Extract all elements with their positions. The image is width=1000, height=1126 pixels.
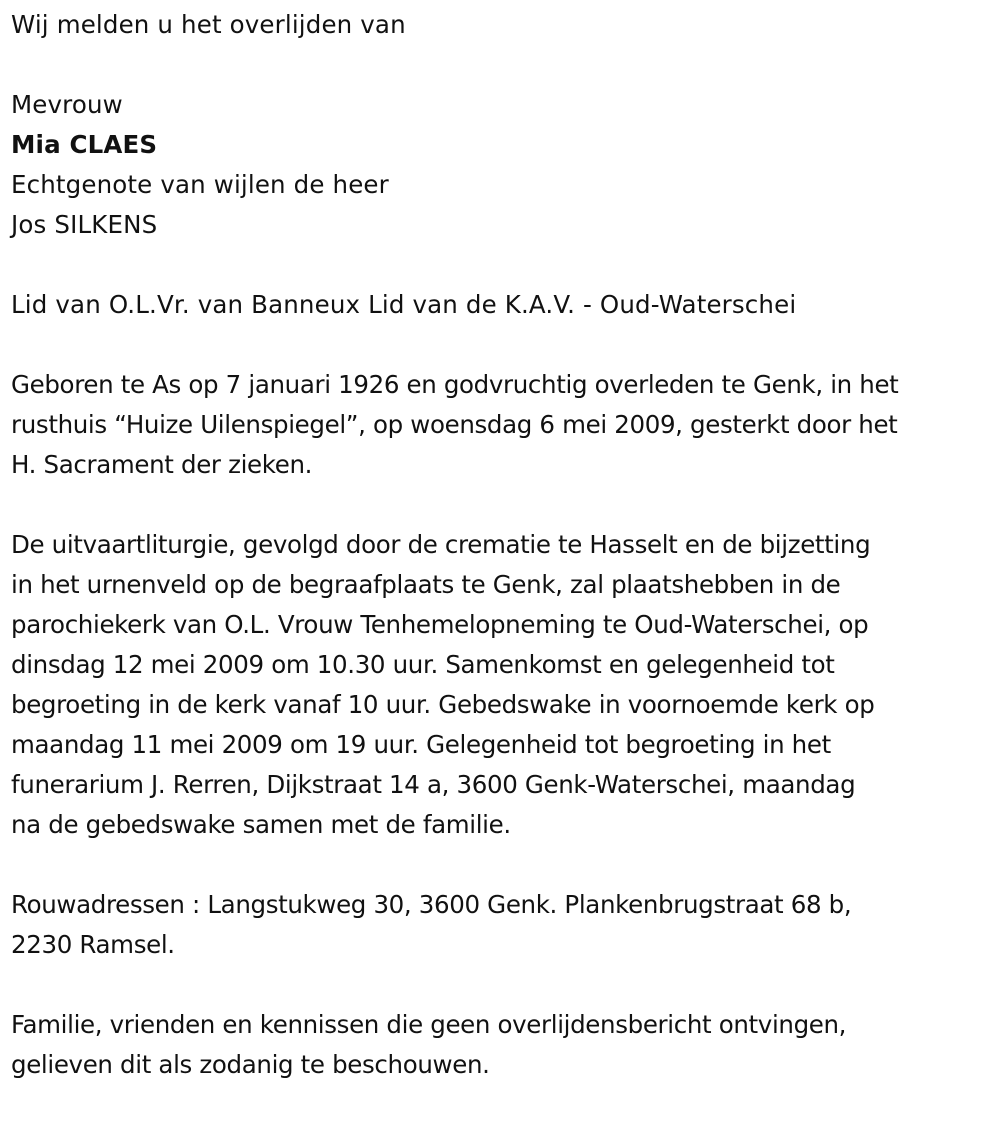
paragraph-line: Rouwadressen : Langstukweg 30, 3600 Genk. Plankenbrugstraat 68 b, [11,890,852,919]
paragraph-line: gelieven dit als zodanig te beschouwen. [11,1050,490,1079]
paragraph-line: begroeting in de kerk vanaf 10 uur. Gebedswake in voornoemde kerk op [11,690,875,719]
closing-paragraph [11,1005,1000,1085]
paragraph-line: maandag 11 mei 2009 om 19 uur. Gelegenheid tot begroeting in het [11,730,831,759]
memberships-text: Lid van O.L.Vr. van Banneux Lid van de K.A.V. - Oud-Waterschei [11,290,797,319]
paragraph-line: De uitvaartliturgie, gevolgd door de crematie te Hasselt en de bijzetting [11,530,871,559]
paragraph-line: parochiekerk van O.L. Vrouw Tenhemelopneming te Oud-Waterschei, op [11,610,869,639]
paragraph-line: in het urnenveld op de begraafplaats te Genk, zal plaatshebben in de [11,570,841,599]
funeral-paragraph [11,525,1000,845]
spacer [11,325,1000,365]
paragraph-line: Familie, vrienden en kennissen die geen overlijdensbericht ontvingen, [11,1010,847,1039]
paragraph-line: funerarium J. Rerren, Dijkstraat 14 a, 3600 Genk-Waterschei, maandag [11,770,856,799]
birth-death-paragraph [11,365,1000,485]
title-text: Mevrouw [11,90,123,119]
spacer [11,845,1000,885]
spacer [11,485,1000,525]
paragraph-line: na de gebedswake samen met de familie. [11,810,511,839]
paragraph-line: 2230 Ramsel. [11,930,175,959]
relation-text: Echtgenote van wijlen de heer [11,170,389,199]
paragraph-line: dinsdag 12 mei 2009 om 10.30 uur. Samenkomst en gelegenheid tot [11,650,835,679]
intro-text: Wij melden u het overlijden van [11,10,406,39]
paragraph-line: rusthuis “Huize Uilenspiegel”, op woensdag 6 mei 2009, gesterkt door het [11,410,898,439]
deceased-name: Mia CLAES [11,130,158,159]
addresses-paragraph [11,885,1000,965]
paragraph-line: H. Sacrament der zieken. [11,450,313,479]
spouse-name: Jos SILKENS [11,210,158,239]
paragraph-line: Geboren te As op 7 januari 1926 en godvruchtig overleden te Genk, in het [11,370,899,399]
spacer [11,45,1000,85]
spacer [11,965,1000,1005]
spacer [11,245,1000,285]
